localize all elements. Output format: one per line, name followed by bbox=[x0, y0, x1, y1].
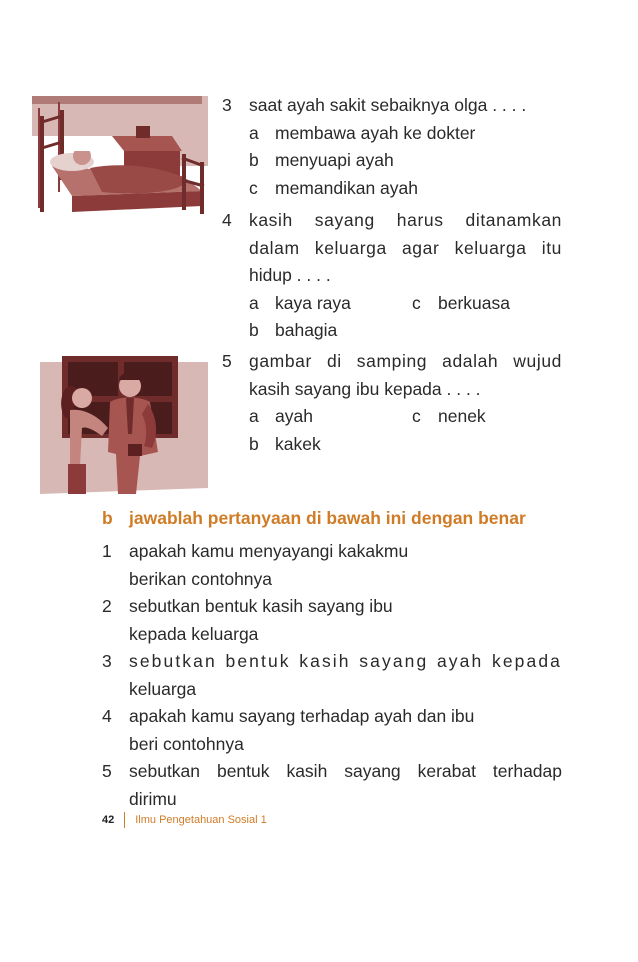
item-line-2: dirimu bbox=[129, 788, 177, 809]
question-number: 5 bbox=[222, 351, 232, 371]
question-text-line-3: hidup . . . . bbox=[249, 265, 331, 285]
question-text: saat ayah sakit sebaiknya olga . . . . bbox=[249, 95, 527, 115]
section-letter: b bbox=[102, 508, 113, 528]
item-line-2: keluarga bbox=[129, 678, 197, 699]
item-line-1: apakah kamu sayang terhadap ayah dan ibu bbox=[129, 706, 475, 726]
option-letter: a bbox=[249, 292, 259, 313]
footer-divider bbox=[124, 812, 125, 828]
option-c bbox=[412, 403, 486, 431]
option-letter: c bbox=[412, 406, 421, 426]
item-number: 5 bbox=[102, 761, 112, 781]
option-a bbox=[249, 403, 313, 431]
question-4 bbox=[222, 207, 562, 345]
option-letter: b bbox=[249, 320, 259, 340]
option-letter: a bbox=[249, 122, 259, 143]
essay-item-2 bbox=[102, 593, 562, 648]
option-a bbox=[249, 120, 475, 148]
mother-father-illustration bbox=[40, 356, 208, 494]
item-line-1: apakah kamu menyayangi kakakmu bbox=[129, 541, 409, 561]
option-b bbox=[249, 147, 394, 175]
item-number: 3 bbox=[102, 651, 112, 671]
essay-item-3 bbox=[102, 648, 562, 703]
option-text: memandikan ayah bbox=[275, 177, 418, 198]
section-heading: jawablah pertanyaan di bawah ini dengan benar bbox=[129, 508, 526, 528]
option-c bbox=[412, 290, 510, 318]
essay-item-4 bbox=[102, 703, 562, 758]
option-text: berkuasa bbox=[438, 292, 510, 313]
option-letter: c bbox=[249, 177, 258, 198]
option-text: menyuapi ayah bbox=[275, 150, 394, 170]
option-b bbox=[249, 431, 321, 459]
section-b-title bbox=[102, 508, 562, 529]
option-letter: b bbox=[249, 150, 259, 170]
option-text: kaya raya bbox=[275, 292, 351, 313]
option-b bbox=[249, 317, 337, 345]
item-number: 4 bbox=[102, 706, 112, 726]
option-c bbox=[249, 175, 418, 203]
question-number: 4 bbox=[222, 210, 232, 230]
question-3 bbox=[222, 92, 562, 202]
essay-item-1 bbox=[102, 538, 562, 593]
option-text: kakek bbox=[275, 433, 321, 454]
item-line-1: sebutkan bentuk kasih sayang kerabat terhadap bbox=[129, 761, 562, 781]
option-text: bahagia bbox=[275, 320, 338, 340]
question-5 bbox=[222, 348, 562, 458]
book-title: Ilmu Pengetahuan Sosial 1 bbox=[135, 813, 267, 826]
essay-item-5 bbox=[102, 758, 562, 813]
question-text-line-2: dalam keluarga agar keluarga itu bbox=[249, 237, 562, 258]
option-a bbox=[249, 290, 351, 318]
option-text: nenek bbox=[438, 406, 486, 426]
item-line-2: kepada keluarga bbox=[129, 623, 259, 644]
item-line-2: beri contohnya bbox=[129, 733, 244, 754]
item-line-2: berikan contohnya bbox=[129, 568, 273, 589]
question-text-line-1: gambar di samping adalah wujud bbox=[249, 351, 562, 371]
option-letter: c bbox=[412, 292, 421, 313]
option-letter: b bbox=[249, 433, 259, 454]
question-text-line-1: kasih sayang harus ditanamkan bbox=[249, 210, 562, 230]
item-line-1: sebutkan bentuk kasih sayang ibu bbox=[129, 596, 393, 616]
option-letter: a bbox=[249, 406, 259, 426]
page-number: 42 bbox=[102, 813, 115, 826]
option-text: ayah bbox=[275, 406, 313, 426]
item-line-1: sebutkan bentuk kasih sayang ayah kepada bbox=[129, 651, 562, 671]
question-number: 3 bbox=[222, 95, 232, 115]
page-footer bbox=[102, 812, 267, 828]
item-number: 2 bbox=[102, 596, 112, 616]
sick-father-illustration bbox=[32, 96, 208, 218]
item-number: 1 bbox=[102, 541, 112, 561]
option-text: membawa ayah ke dokter bbox=[275, 122, 476, 143]
question-text-line-2: kasih sayang ibu kepada . . . . bbox=[249, 378, 481, 399]
